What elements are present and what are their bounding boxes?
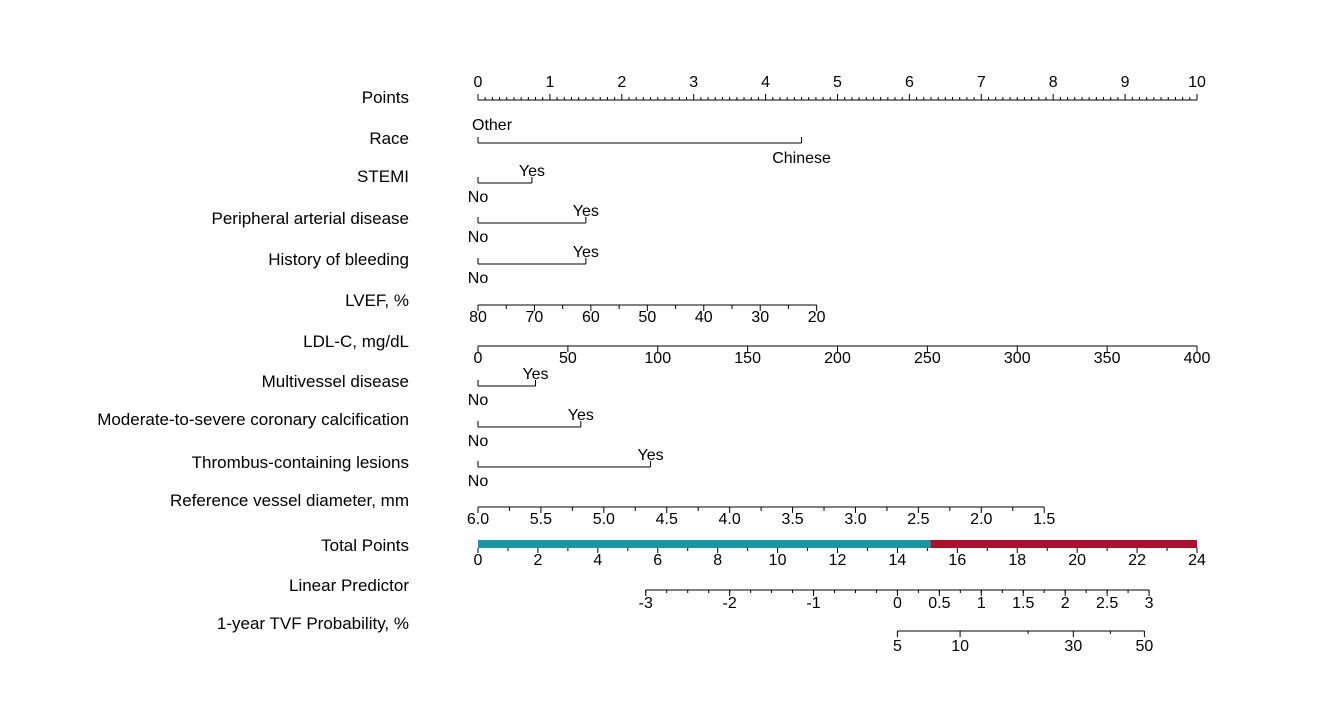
lp-tick-label: 2 xyxy=(1060,595,1070,612)
rvd-tick-label: 5.0 xyxy=(592,511,615,528)
lp-tick-label: 3 xyxy=(1144,595,1154,612)
ldl-tick-label: 300 xyxy=(1003,350,1031,367)
lvef-tick-label: 40 xyxy=(694,309,713,326)
lp-tick-label: -3 xyxy=(638,595,653,612)
rvd-tick-label: 2.5 xyxy=(907,511,930,528)
multivessel-row-label: Multivessel disease xyxy=(261,372,409,391)
ldl-tick-label: 350 xyxy=(1093,350,1121,367)
points-tick-label: 4 xyxy=(761,74,771,91)
lvef-tick-label: 70 xyxy=(525,309,544,326)
points-tick-label: 9 xyxy=(1120,74,1130,91)
total-tick-label: 2 xyxy=(533,552,543,569)
points-tick-label: 1 xyxy=(545,74,555,91)
pad-level-label: Yes xyxy=(572,203,599,220)
points-tick-label: 8 xyxy=(1048,74,1058,91)
pad-row-label: Peripheral arterial disease xyxy=(211,209,409,228)
rvd-tick-label: 6.0 xyxy=(466,511,490,528)
race-level-label: Other xyxy=(472,117,513,134)
points-tick-label: 0 xyxy=(473,74,483,91)
calcification-level-label: No xyxy=(467,433,489,450)
total-tick-label: 6 xyxy=(653,552,663,569)
ldl-tick-label: 250 xyxy=(914,350,941,367)
total-tick-label: 14 xyxy=(888,552,907,569)
total-tick-label: 16 xyxy=(948,552,967,569)
rvd-row-label: Reference vessel diameter, mm xyxy=(169,491,409,510)
total-tick-label: 10 xyxy=(768,552,787,569)
points-row-label: Points xyxy=(361,88,409,107)
lp-tick-label: -2 xyxy=(722,595,737,612)
rvd-tick-label: 1.5 xyxy=(1033,511,1056,528)
ldl-tick-label: 150 xyxy=(734,350,761,367)
race-level-label: Chinese xyxy=(772,150,831,167)
lvef-tick-label: 20 xyxy=(807,309,826,326)
stemi-row-label: STEMI xyxy=(357,167,409,186)
lp-tick-label: 0 xyxy=(892,595,902,612)
rvd-tick-label: 2.0 xyxy=(970,511,993,528)
bleeding-level-label: Yes xyxy=(572,244,599,261)
points-tick-label: 7 xyxy=(976,74,986,91)
points-tick-label: 10 xyxy=(1188,74,1206,91)
total-tick-label: 18 xyxy=(1008,552,1027,569)
bleeding-level-label: No xyxy=(467,270,489,287)
points-tick-label: 2 xyxy=(617,74,627,91)
thrombus-row-label: Thrombus-containing lesions xyxy=(191,453,409,472)
total-tick-label: 8 xyxy=(713,552,723,569)
ldl-tick-label: 400 xyxy=(1183,350,1211,367)
lp-tick-label: 1 xyxy=(976,595,986,612)
lp-tick-label: -1 xyxy=(806,595,821,612)
prob-tick-label: 30 xyxy=(1064,638,1083,655)
rvd-tick-label: 3.0 xyxy=(844,511,867,528)
lvef-tick-label: 60 xyxy=(581,309,600,326)
prob-tick-label: 5 xyxy=(892,638,902,655)
points-tick-label: 6 xyxy=(904,74,914,91)
lvef-tick-label: 30 xyxy=(751,309,770,326)
lp-tick-label: 2.5 xyxy=(1096,595,1119,612)
thrombus-level-label: No xyxy=(467,473,489,490)
ldl-tick-label: 100 xyxy=(644,350,672,367)
rvd-tick-label: 3.5 xyxy=(781,511,804,528)
ldl-row-label: LDL-C, mg/dL xyxy=(303,332,409,351)
total-points-low-band xyxy=(478,540,930,548)
lvef-tick-label: 80 xyxy=(469,309,487,326)
lp-tick-label: 1.5 xyxy=(1012,595,1035,612)
total-tick-label: 24 xyxy=(1188,552,1206,569)
lvef-tick-label: 50 xyxy=(638,309,657,326)
total-points-high-band xyxy=(930,540,1197,548)
rvd-tick-label: 4.5 xyxy=(655,511,678,528)
ldl-tick-label: 0 xyxy=(473,350,483,367)
stemi-level-label: Yes xyxy=(518,163,545,180)
points-tick-label: 3 xyxy=(689,74,699,91)
race-row-label: Race xyxy=(369,129,409,148)
multivessel-level-label: Yes xyxy=(522,366,549,383)
calcification-level-label: Yes xyxy=(567,407,594,424)
stemi-level-label: No xyxy=(467,189,489,206)
total-tick-label: 4 xyxy=(593,552,603,569)
ldl-tick-label: 200 xyxy=(824,350,851,367)
rvd-tick-label: 5.5 xyxy=(529,511,553,528)
pad-level-label: No xyxy=(467,229,489,246)
total-tick-label: 22 xyxy=(1128,552,1146,569)
prob-tick-label: 50 xyxy=(1135,638,1154,655)
thrombus-level-label: Yes xyxy=(637,447,664,464)
total-tick-label: 0 xyxy=(473,552,483,569)
total-tick-label: 12 xyxy=(828,552,847,569)
lp-row-label: Linear Predictor xyxy=(288,576,409,595)
total-tick-label: 20 xyxy=(1068,552,1087,569)
lvef-row-label: LVEF, % xyxy=(345,291,409,310)
calcification-row-label: Moderate-to-severe coronary calcification xyxy=(97,410,409,429)
bleeding-row-label: History of bleeding xyxy=(268,250,409,269)
total-row-label: Total Points xyxy=(321,536,409,555)
multivessel-level-label: No xyxy=(467,392,489,409)
rvd-tick-label: 4.0 xyxy=(718,511,741,528)
prob-row-label: 1-year TVF Probability, % xyxy=(216,614,409,633)
points-tick-label: 5 xyxy=(833,74,842,91)
prob-tick-label: 10 xyxy=(951,638,969,655)
lp-tick-label: 0.5 xyxy=(928,595,951,612)
ldl-tick-label: 50 xyxy=(558,350,577,367)
